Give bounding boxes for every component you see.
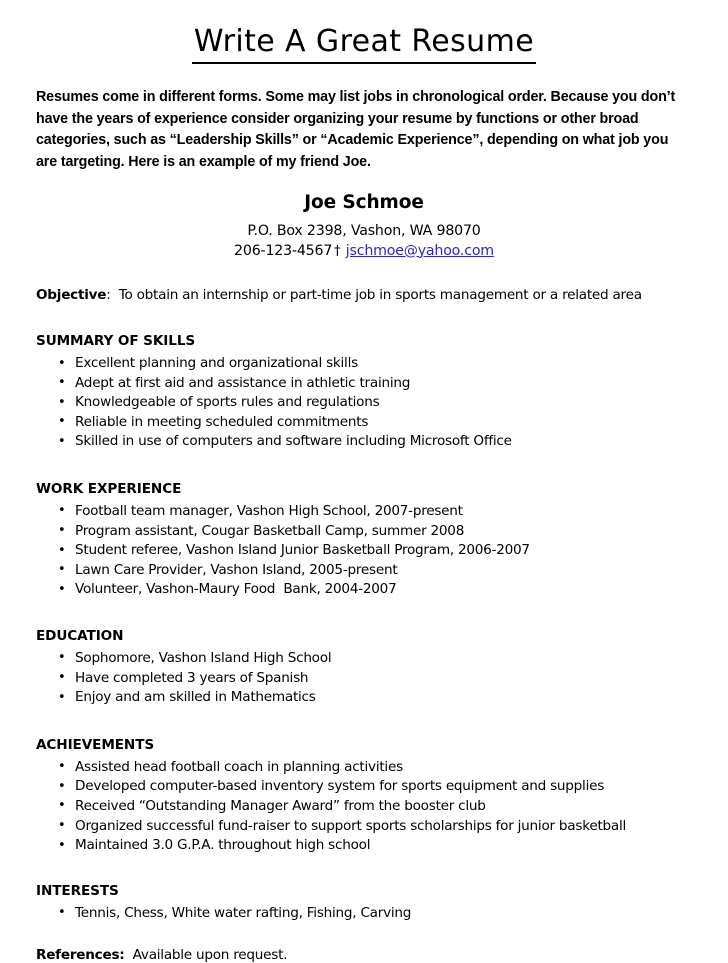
candidate-name: Joe Schmoe — [304, 192, 424, 213]
section-bullet-list — [36, 758, 728, 856]
list-item: • Maintained 3.0 G.P.A. throughout high school — [36, 836, 728, 856]
phone-number: 206-123-4567 — [234, 242, 333, 259]
section-heading: EDUCATION — [36, 627, 124, 644]
intro-paragraph: Resumes come in different forms. Some may list jobs in chronological order. Because you don’t have the years of experience consider organizing your resume by functions or other broad categories, such as “Leadership Skills” or “Academic Experience”, depending on what job you are targeting. Here is an example of my friend Joe. — [36, 89, 676, 170]
references-text: Available upon request. — [132, 947, 288, 963]
references-label: References: — [36, 947, 125, 963]
contact-separator-icon: † — [334, 243, 341, 259]
list-item: • Adept at first aid and assistance in athletic training — [36, 374, 728, 394]
list-item: • Volunteer, Vashon-Maury Food Bank, 2004-2007 — [36, 580, 728, 600]
objective-separator: : — [106, 287, 111, 303]
objective-line — [36, 287, 728, 303]
email-link[interactable]: jschmoe@yahoo.com — [345, 242, 494, 259]
page-title-text: Write A Great Resume — [192, 27, 536, 64]
section-interests — [36, 883, 728, 924]
section-bullet-list — [36, 904, 728, 924]
list-item: • Reliable in meeting scheduled commitments — [36, 413, 728, 433]
references-line — [36, 947, 728, 963]
objective-label: Objective — [36, 287, 107, 303]
list-item: • Organized successful fund-raiser to support sports scholarships for junior basketball — [36, 817, 728, 837]
contact-phone-email — [0, 242, 728, 262]
section-heading: SUMMARY OF SKILLS — [36, 333, 196, 349]
list-item: • Lawn Care Provider, Vashon Island, 2005-present — [36, 561, 728, 581]
list-item: • Student referee, Vashon Island Junior Basketball Program, 2006-2007 — [36, 541, 728, 561]
list-item: • Assisted head football coach in planning activities — [36, 758, 728, 778]
list-item: • Sophomore, Vashon Island High School — [36, 649, 728, 669]
section-achievements — [36, 737, 728, 856]
list-item: • Skilled in use of computers and software including Microsoft Office — [36, 432, 728, 452]
list-item: • Received “Outstanding Manager Award” from the booster club — [36, 797, 728, 817]
list-item: • Football team manager, Vashon High School, 2007-present — [36, 502, 728, 522]
section-bullet-list — [36, 502, 728, 600]
section-heading: INTERESTS — [36, 882, 119, 899]
list-item: • Excellent planning and organizational skills — [36, 354, 728, 374]
contact-address: P.O. Box 2398, Vashon, WA 98070 — [247, 223, 481, 239]
section-education — [36, 628, 728, 708]
list-item: • Knowledgeable of sports rules and regulations — [36, 393, 728, 413]
section-bullet-list — [36, 354, 728, 452]
objective-text: To obtain an internship or part-time job in sports management or a related area — [118, 287, 642, 303]
list-item: • Have completed 3 years of Spanish — [36, 669, 728, 689]
list-item: • Developed computer-based inventory system for sports equipment and supplies — [36, 777, 728, 797]
section-work-experience — [36, 481, 728, 600]
page-title — [0, 0, 728, 64]
section-heading: ACHIEVEMENTS — [36, 736, 155, 753]
list-item: • Program assistant, Cougar Basketball Camp, summer 2008 — [36, 522, 728, 542]
list-item: • Enjoy and am skilled in Mathematics — [36, 688, 728, 708]
section-summary-of-skills — [36, 333, 728, 452]
section-heading: WORK EXPERIENCE — [36, 480, 182, 497]
list-item: • Tennis, Chess, White water rafting, Fishing, Carving — [36, 904, 728, 924]
section-bullet-list — [36, 649, 728, 708]
